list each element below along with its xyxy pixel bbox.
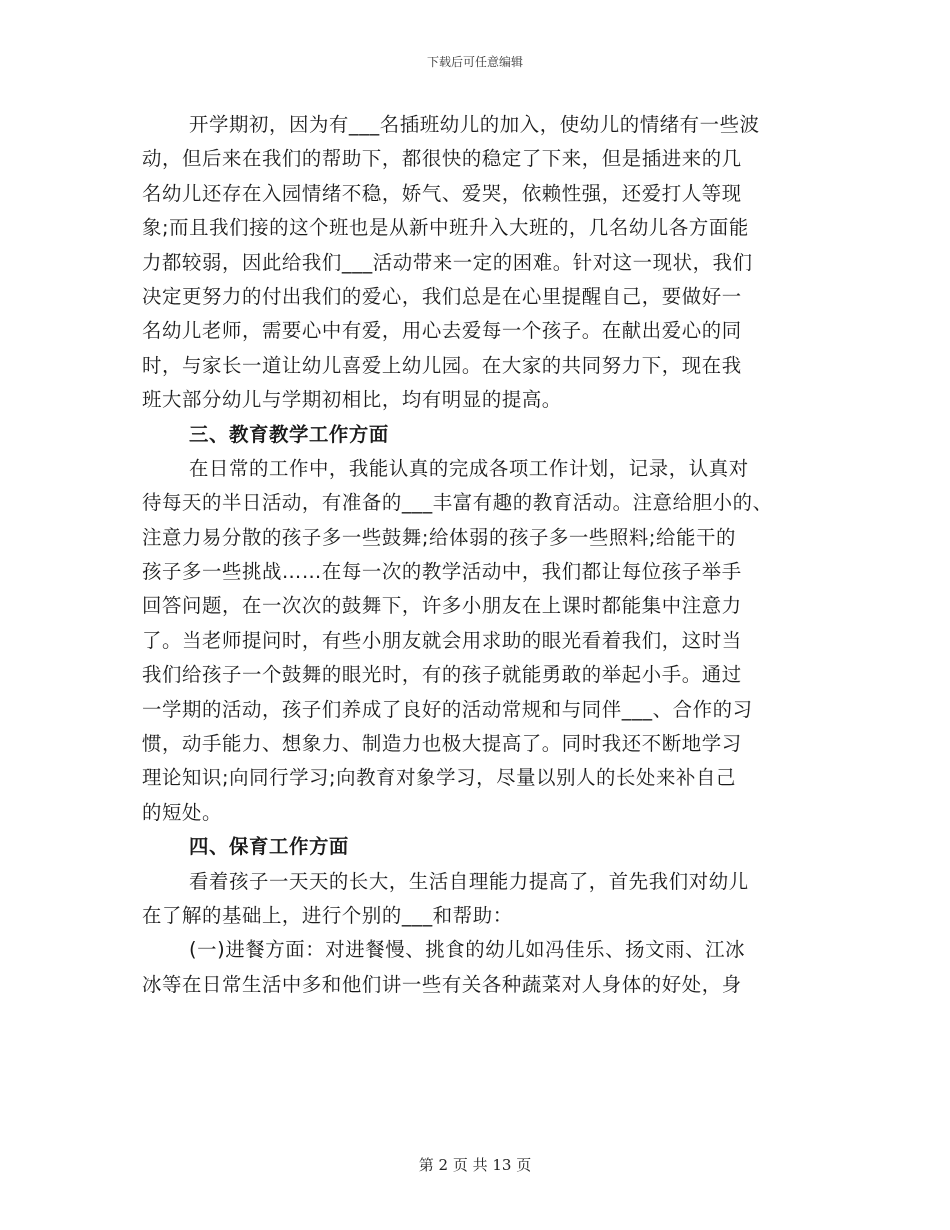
text-line: 理论知识;向同行学习;向教育对象学习，尽量以别人的长处来补自己 [142,766,736,790]
text-line: 一学期的活动，孩子们养成了良好的活动常规和与同伴___、合作的习 [142,697,753,721]
text-line: 象;而且我们接的这个班也是从新中班升入大班的，几名幼儿各方面能 [142,216,749,240]
text-line: 了。当老师提问时，有些小朋友就会用求助的眼光看着我们，这时当 [142,628,742,652]
text-line: 注意力易分散的孩子多一些鼓舞;给体弱的孩子多一些照料;给能干的 [142,525,736,549]
text-line: 在了解的基础上，进行个别的___和帮助： [142,903,513,927]
text-line: 回答问题，在一次次的鼓舞下，许多小朋友在上课时都能集中注意力 [142,594,742,618]
text-line: 的短处。 [142,800,222,824]
document-body [142,108,822,1002]
text-line: 冰等在日常生活中多和他们讲一些有关各种蔬菜对人身体的好处，身 [142,972,742,996]
text-line: 我们给孩子一个鼓舞的眼光时，有的孩子就能勇敢的举起小手。通过 [142,663,742,687]
text-line: 在日常的工作中，我能认真的完成各项工作计划，记录，认真对 [189,456,749,480]
text-line: 待每天的半日活动，有准备的___丰富有趣的教育活动。注意给胆小的、 [142,491,773,515]
section-heading: 四、保育工作方面 [189,835,349,859]
text-line: 孩子多一些挑战……在每一次的教学活动中，我们都让每位孩子举手 [142,560,742,584]
text-line: (一)进餐方面：对进餐慢、挑食的幼儿如冯佳乐、扬文雨、江冰 [189,938,746,962]
text-line: 开学期初，因为有___名插班幼儿的加入，使幼儿的情绪有一些波 [189,113,760,136]
text-line: 动，但后来在我们的帮助下，都很快的稳定了下来，但是插进来的几 [142,147,742,171]
page-header-note: 下载后可任意编辑 [426,55,523,69]
text-line: 班大部分幼儿与学期初相比，均有明显的提高。 [142,388,562,412]
text-line: 惯，动手能力、想象力、制造力也极大提高了。同时我还不断地学习 [142,732,742,756]
text-line: 力都较弱，因此给我们___活动带来一定的困难。针对这一现状，我们 [142,250,753,274]
page-number: 第 2 页 共 13 页 [418,1156,532,1174]
text-line: 名幼儿还存在入园情绪不稳，娇气、爱哭，依赖性强，还爱打人等现 [142,181,742,205]
text-line: 名幼儿老师，需要心中有爱，用心去爱每一个孩子。在献出爱心的同 [142,319,742,343]
text-line: 时，与家长一道让幼儿喜爱上幼儿园。在大家的共同努力下，现在我 [142,353,742,377]
text-line: 看着孩子一天天的长大，生活自理能力提高了，首先我们对幼儿 [189,869,749,893]
section-heading: 三、教育教学工作方面 [189,422,389,446]
text-line: 决定更努力的付出我们的爱心，我们总是在心里提醒自己，要做好一 [142,284,742,308]
